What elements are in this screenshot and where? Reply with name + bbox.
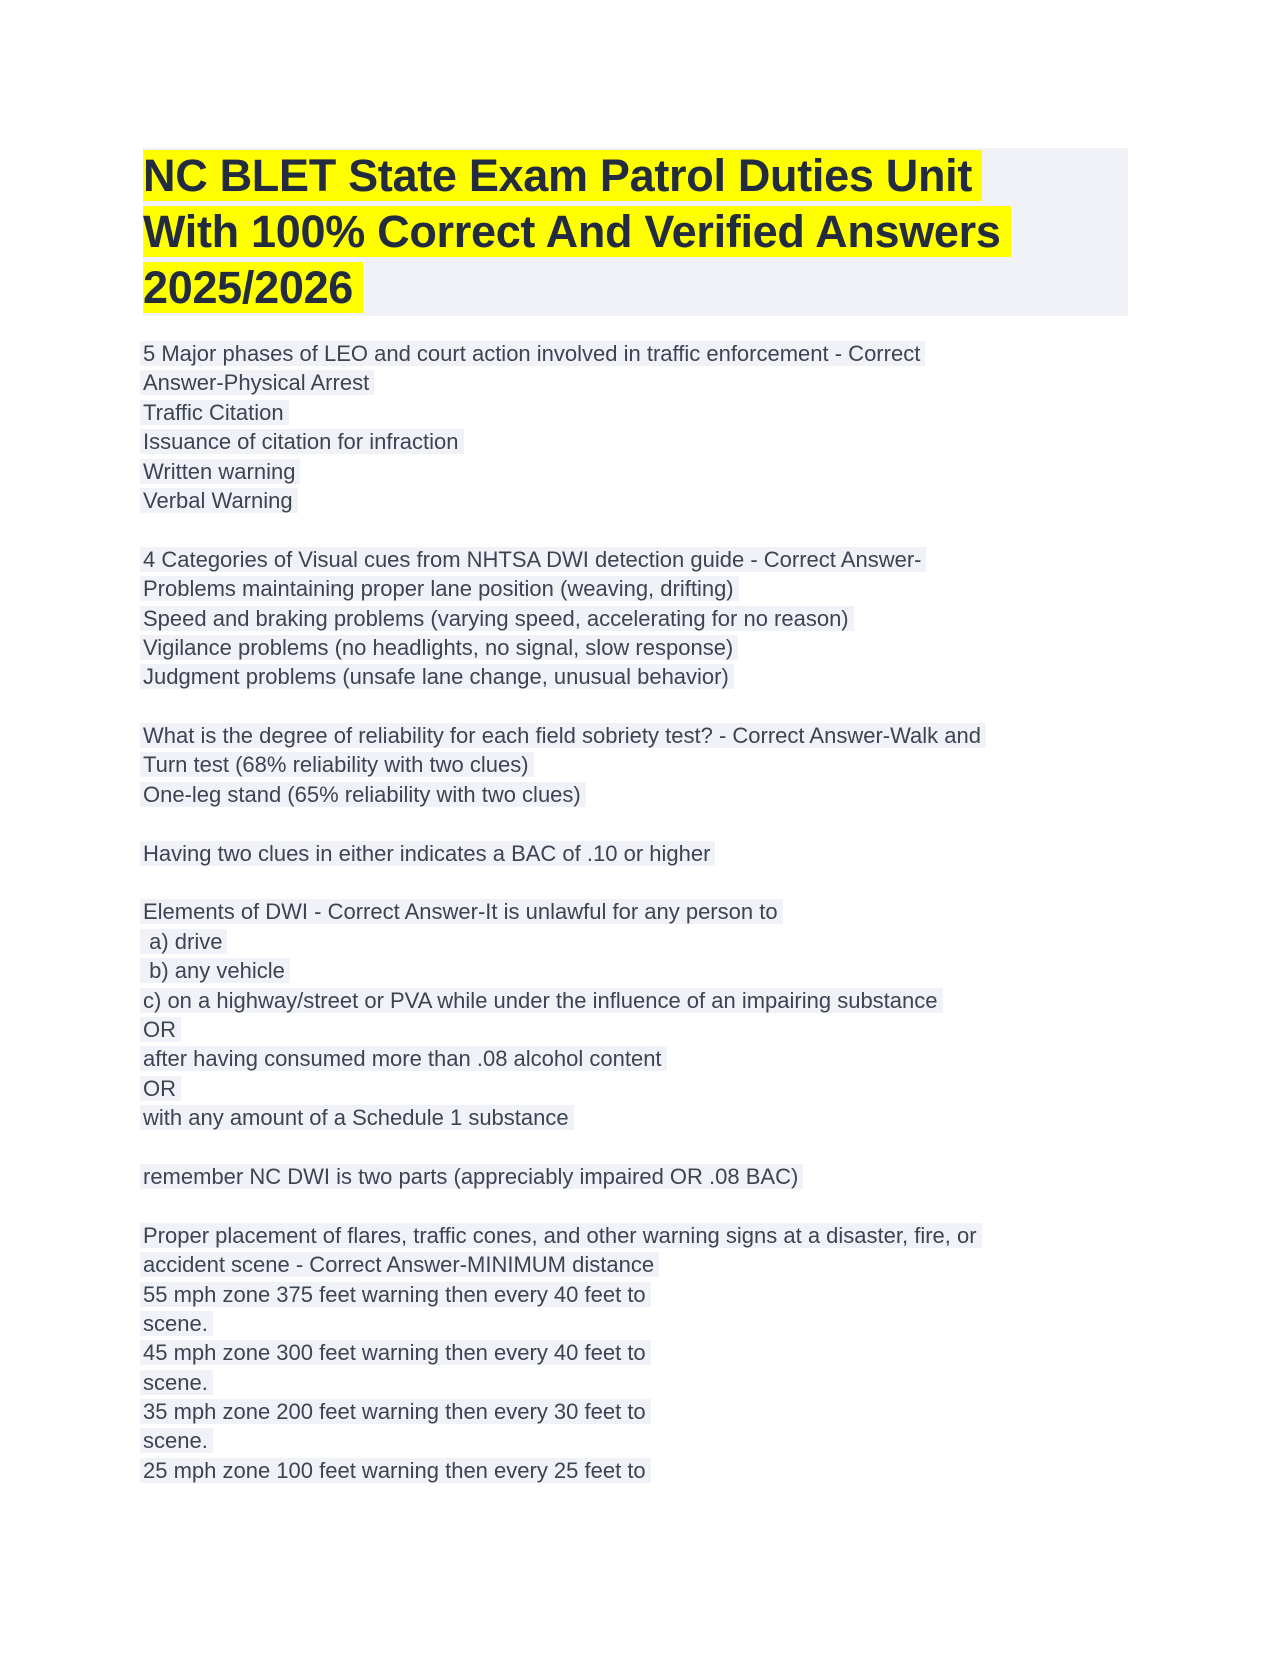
body-line (140, 1368, 1260, 1397)
paragraph-gap (140, 809, 1260, 838)
body-line (140, 721, 1260, 750)
gray-highlight: Having two clues in either indicates a BAC of .10 or higher (140, 841, 715, 866)
gray-highlight: Problems maintaining proper lane position (weaving, drifting) (140, 576, 739, 601)
gray-highlight: scene. (140, 1428, 213, 1453)
body-line (140, 1162, 1260, 1191)
gray-highlight: scene. (140, 1311, 213, 1336)
paragraph-gap (140, 1191, 1260, 1220)
body-line (140, 486, 1260, 515)
gray-highlight: with any amount of a Schedule 1 substance (140, 1105, 574, 1130)
body-line (140, 1309, 1260, 1338)
gray-highlight: Elements of DWI - Correct Answer-It is unlawful for any person to (140, 899, 783, 924)
body-line (140, 839, 1260, 868)
gray-highlight: Vigilance problems (no headlights, no signal, slow response) (140, 635, 738, 660)
gray-highlight: Turn test (68% reliability with two clues) (140, 752, 534, 777)
gray-highlight: Written warning (140, 459, 300, 484)
body-line (140, 1103, 1260, 1132)
title-line (143, 204, 1128, 260)
gray-highlight: Judgment problems (unsafe lane change, unusual behavior) (140, 664, 734, 689)
gray-highlight: One-leg stand (65% reliability with two clues) (140, 782, 586, 807)
paragraph-gap (140, 868, 1260, 897)
body-line (140, 427, 1260, 456)
body-line (140, 1338, 1260, 1367)
body-line (140, 986, 1260, 1015)
gray-highlight: Issuance of citation for infraction (140, 429, 464, 454)
document-body (140, 339, 1260, 1485)
body-line (140, 545, 1260, 574)
gray-highlight: scene. (140, 1370, 213, 1395)
document-title (143, 148, 1128, 316)
gray-highlight: OR (140, 1017, 181, 1042)
gray-highlight: 55 mph zone 375 feet warning then every 40 feet to (140, 1282, 651, 1307)
body-line (140, 574, 1260, 603)
gray-highlight: 4 Categories of Visual cues from NHTSA DWI detection guide - Correct Answer- (140, 547, 926, 572)
gray-highlight: Answer-Physical Arrest (140, 370, 374, 395)
gray-highlight: b) any vehicle (140, 958, 290, 983)
gray-highlight: Traffic Citation (140, 400, 289, 425)
paragraph-gap (140, 692, 1260, 721)
body-line (140, 1015, 1260, 1044)
gray-highlight: What is the degree of reliability for each field sobriety test? - Correct Answer-Walk and (140, 723, 986, 748)
gray-highlight: remember NC DWI is two parts (appreciably impaired OR .08 BAC) (140, 1164, 803, 1189)
gray-highlight: a) drive (140, 929, 227, 954)
body-line (140, 1397, 1260, 1426)
gray-highlight: 5 Major phases of LEO and court action involved in traffic enforcement - Correct (140, 341, 925, 366)
body-line (140, 339, 1260, 368)
body-line (140, 956, 1260, 985)
gray-highlight: Speed and braking problems (varying speed, accelerating for no reason) (140, 606, 854, 631)
body-line (140, 662, 1260, 691)
body-line (140, 1221, 1260, 1250)
body-line (140, 1426, 1260, 1455)
paragraph-gap (140, 515, 1260, 544)
body-line (140, 1044, 1260, 1073)
body-line (140, 750, 1260, 779)
gray-highlight: after having consumed more than .08 alcohol content (140, 1046, 667, 1071)
paragraph-gap (140, 1133, 1260, 1162)
title-line (143, 260, 1128, 316)
body-line (140, 927, 1260, 956)
body-line (140, 1280, 1260, 1309)
gray-highlight: OR (140, 1076, 181, 1101)
gray-highlight: Verbal Warning (140, 488, 298, 513)
title-line (143, 148, 1128, 204)
body-line (140, 457, 1260, 486)
yellow-highlight: 2025/2026 (143, 262, 363, 313)
gray-highlight: Proper placement of flares, traffic cones, and other warning signs at a disaster, fire, or (140, 1223, 982, 1248)
gray-highlight: c) on a highway/street or PVA while under the influence of an impairing substance (140, 988, 943, 1013)
gray-highlight: 45 mph zone 300 feet warning then every 40 feet to (140, 1340, 651, 1365)
body-line (140, 897, 1260, 926)
body-line (140, 633, 1260, 662)
body-line (140, 1250, 1260, 1279)
yellow-highlight: NC BLET State Exam Patrol Duties Unit (143, 150, 982, 201)
body-line (140, 1456, 1260, 1485)
body-line (140, 368, 1260, 397)
yellow-highlight: With 100% Correct And Verified Answers (143, 206, 1011, 257)
body-line (140, 1074, 1260, 1103)
body-line (140, 604, 1260, 633)
gray-highlight: 25 mph zone 100 feet warning then every 25 feet to (140, 1458, 651, 1483)
body-line (140, 780, 1260, 809)
gray-highlight: accident scene - Correct Answer-MINIMUM distance (140, 1252, 659, 1277)
gray-highlight: 35 mph zone 200 feet warning then every 30 feet to (140, 1399, 651, 1424)
body-line (140, 398, 1260, 427)
